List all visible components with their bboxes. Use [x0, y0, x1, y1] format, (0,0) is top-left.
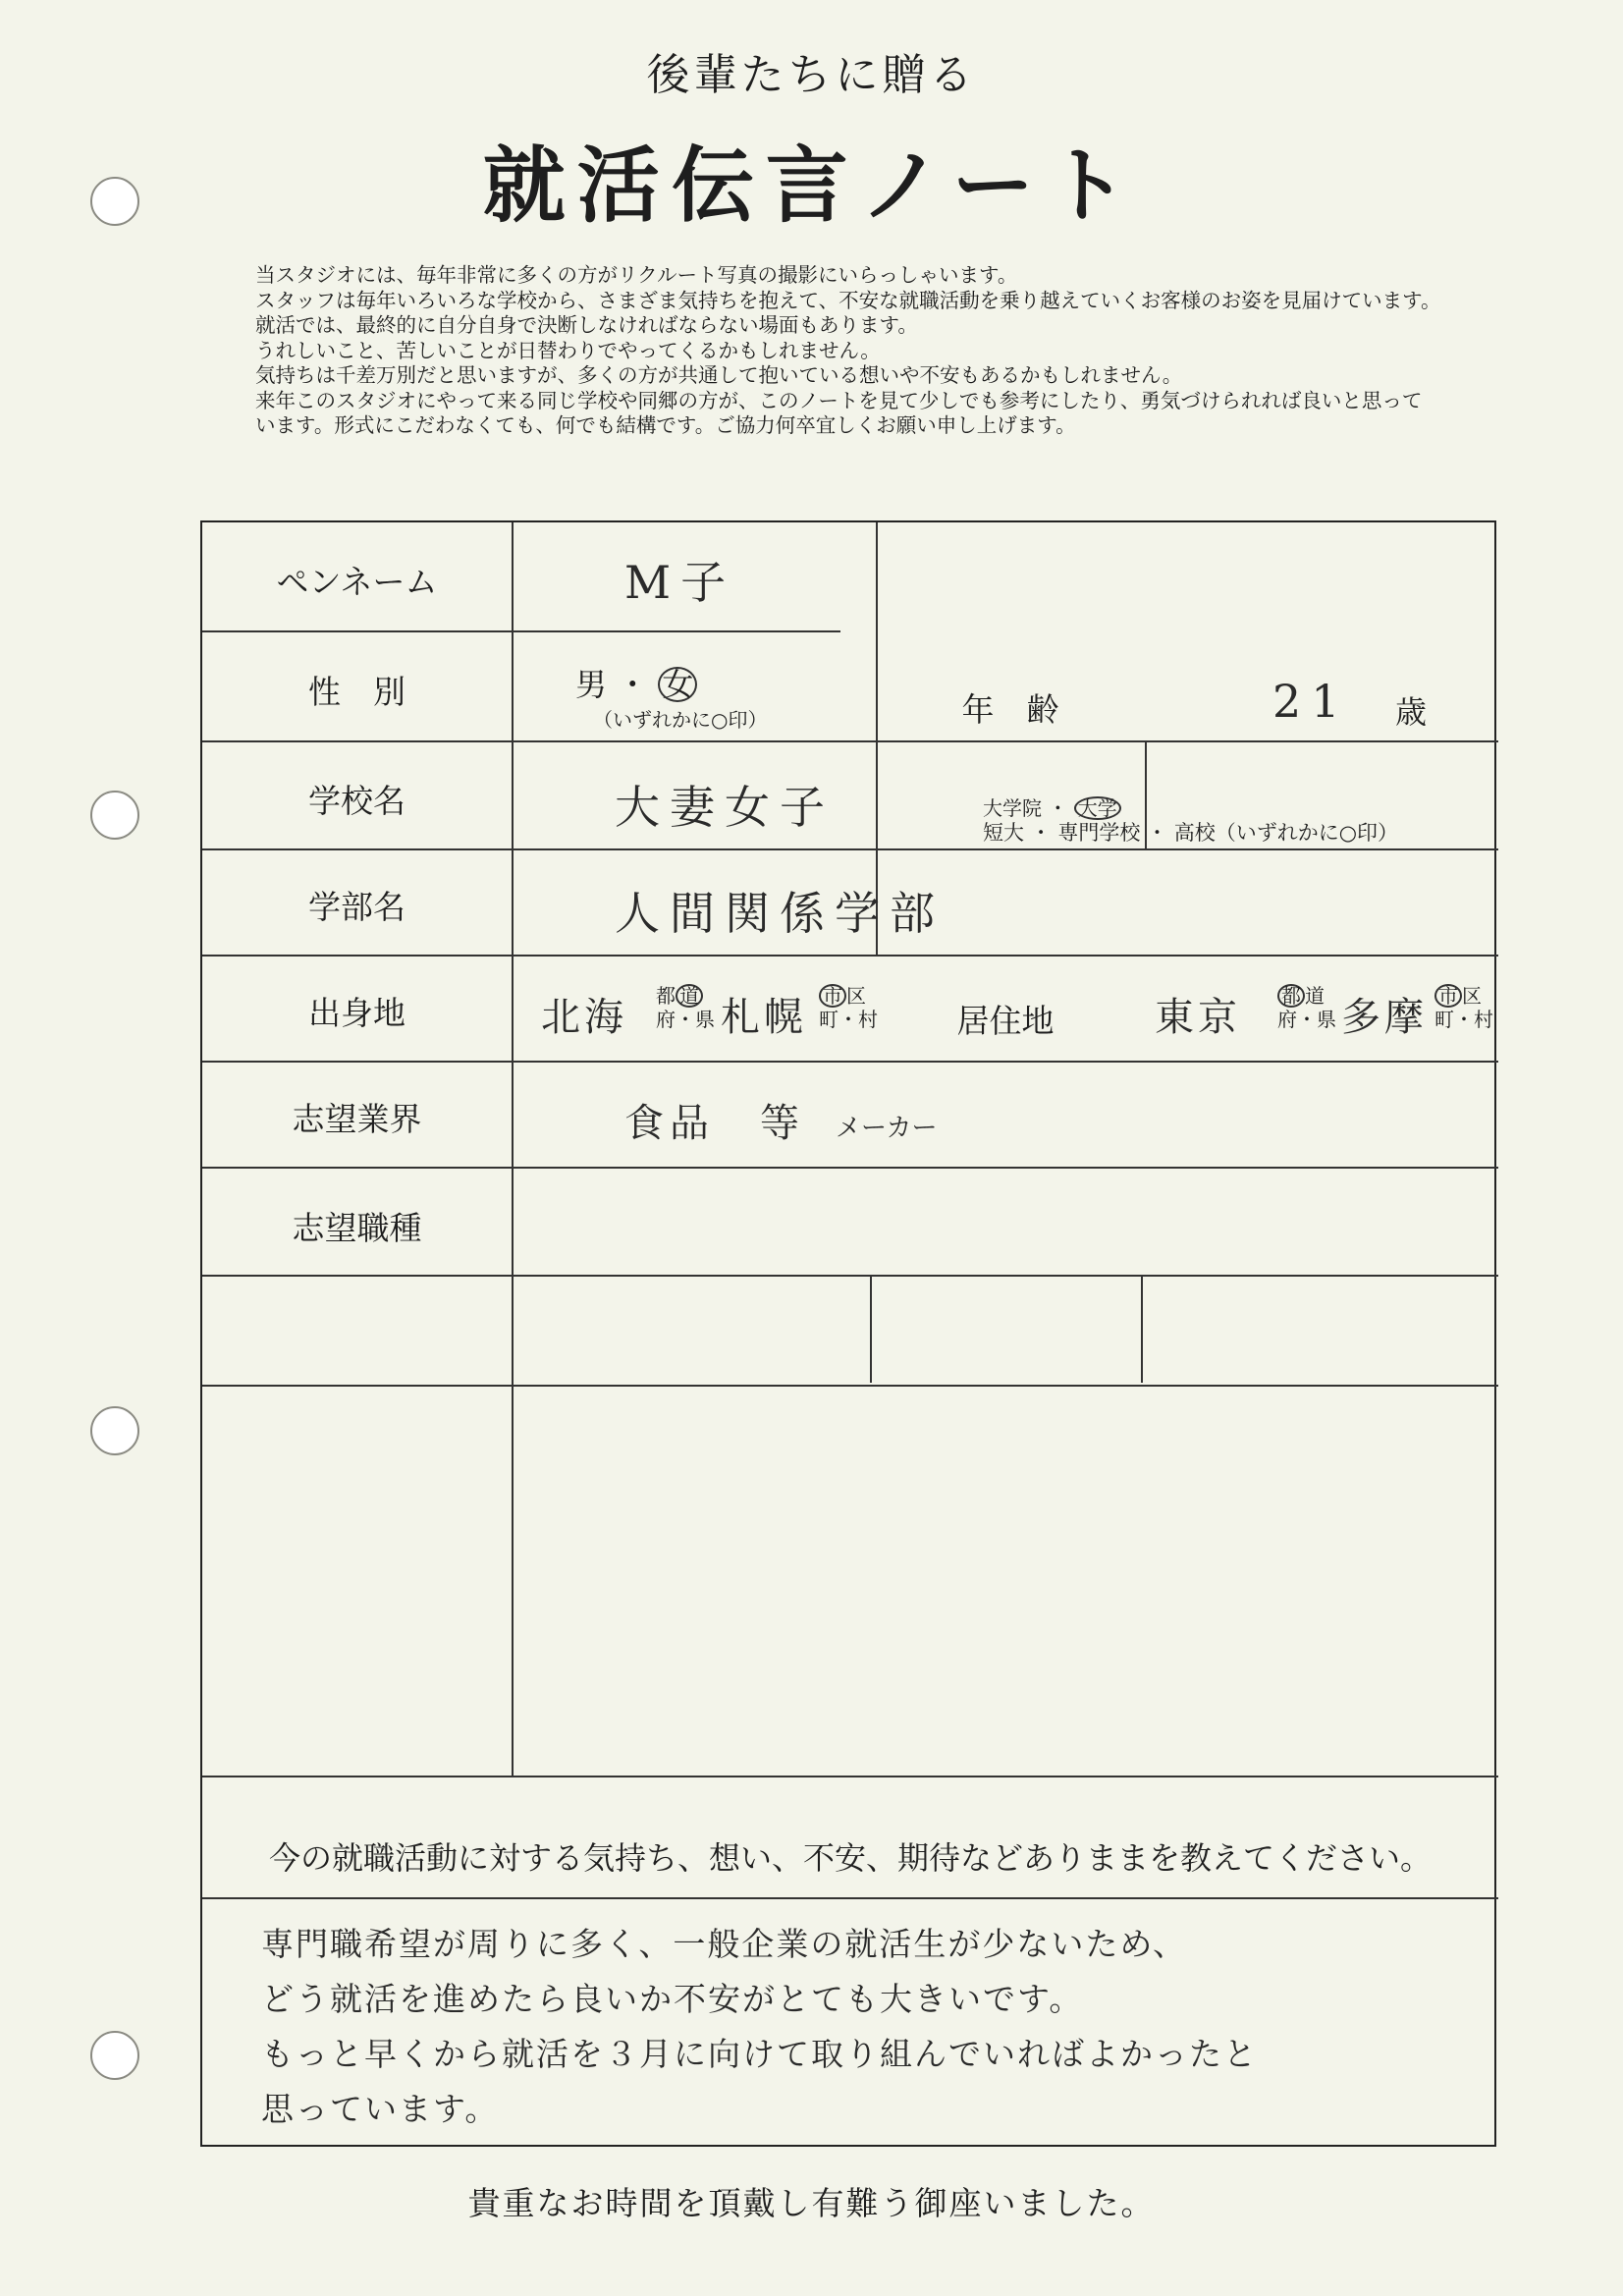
column-divider: [1141, 1275, 1143, 1383]
faculty-label: 学部名: [308, 888, 406, 926]
hometown-pref: 北海: [541, 995, 627, 1040]
school-type-grad: 大学院: [983, 796, 1042, 820]
hometown-city: 札幌: [721, 995, 807, 1040]
thank-you-footer: 貴重なお時間を頂戴し有難う御座いました。: [467, 2184, 1156, 2222]
age-value: 21: [1272, 675, 1350, 728]
industry-label: 志望業界: [292, 1100, 422, 1138]
hometown-city-shi-circled: 市: [819, 984, 846, 1008]
row-divider: [202, 955, 1498, 957]
job-type-label: 志望職種: [292, 1209, 422, 1247]
message-form: [200, 520, 1496, 2147]
hometown-pref-do-circled: 道: [676, 984, 703, 1008]
feelings-question: 今の就職活動に対する気持ち、想い、不安、期待などありままを教えてください。: [268, 1839, 1432, 1877]
row-divider: [202, 848, 1498, 850]
pen-name-label: ペンネーム: [276, 563, 438, 601]
row-divider: [202, 630, 840, 632]
residence-city-chouson: 町・村: [1434, 1008, 1493, 1031]
industry-value: 食品 等: [624, 1101, 805, 1146]
residence-pref-suffix: [1277, 984, 1336, 1031]
answer-line: 専門職希望が周りに多く、一般企業の就活生が少ないため、: [261, 1925, 1188, 1963]
binder-hole: [90, 2031, 139, 2080]
gender-female-circled: 女: [658, 667, 697, 702]
column-divider: [512, 522, 514, 1776]
intro-line: 気持ちは千差万別だと思いますが、多くの方が共通して抱いている想いや不安もあるかもしれません。: [255, 363, 1183, 387]
row-divider: [202, 1275, 1498, 1277]
gender-dot: ・: [617, 666, 649, 703]
binder-hole: [90, 1406, 139, 1455]
intro-line: 就活では、最終的に自分自身で決断しなければならない場面もあります。: [255, 313, 918, 337]
binder-hole: [90, 791, 139, 840]
school-type-univ-circled: 大学: [1074, 796, 1121, 820]
gender-label: 性 別: [308, 673, 406, 711]
residence-label: 居住地: [956, 1002, 1055, 1040]
residence-city-suffix: [1434, 984, 1493, 1031]
row-divider: [202, 740, 1498, 742]
intro-line: うれしいこと、苦しいことが日替わりでやってくるかもしれません。: [255, 338, 881, 362]
age-label: 年 齢: [961, 690, 1059, 729]
column-divider: [870, 1275, 872, 1383]
hometown-pref-fuken: 府・県: [656, 1008, 715, 1031]
hometown-city-suffix: [819, 984, 878, 1031]
intro-text: [255, 263, 1571, 439]
row-divider: [202, 1167, 1498, 1169]
gender-male: 男: [575, 666, 608, 703]
school-value: 大妻女子: [615, 781, 835, 834]
residence-city-ku: 区: [1462, 984, 1482, 1008]
row-divider: [202, 1776, 1498, 1777]
residence-pref-do: 道: [1305, 984, 1325, 1008]
pen-name-value: M子: [624, 556, 736, 609]
answer-line: 思っています。: [261, 2090, 500, 2128]
age-unit: 歳: [1395, 693, 1428, 731]
intro-line: 当スタジオには、毎年非常に多くの方がリクルート写真の撮影にいらっしゃいます。: [255, 263, 1018, 287]
row-divider: [202, 1897, 1498, 1899]
school-type-line2: 短大 ・ 専門学校 ・ 高校（いずれかに○印）: [983, 821, 1399, 845]
intro-line: 来年このスタジオにやって来る同じ学校や同郷の方が、このノートを見て少しでも参考にしたり、勇気づけられれば良いと思って: [255, 388, 1423, 412]
gender-note: （いずれかに○印）: [593, 708, 768, 732]
residence-city: 多摩: [1341, 995, 1428, 1040]
row-divider: [202, 1385, 1498, 1387]
hometown-city-chouson: 町・村: [819, 1008, 878, 1031]
school-type-dot: ・: [1048, 796, 1068, 820]
faculty-value: 人間関係学部: [615, 887, 945, 940]
gender-options: [575, 660, 697, 705]
hometown-pref-to: 都: [656, 984, 676, 1008]
industry-suffix: メーカー: [836, 1114, 938, 1143]
residence-city-shi-circled: 市: [1434, 984, 1462, 1008]
residence-pref: 東京: [1155, 995, 1241, 1040]
page-title: 就活伝言ノート: [482, 137, 1141, 234]
school-label: 学校名: [308, 782, 406, 820]
intro-line: います。形式にこだわなくても、何でも結構です。ご協力何卒宜しくお願い申し上げます。: [255, 413, 1076, 437]
answer-line: もっと早くから就活を３月に向けて取り組んでいればよかったと: [261, 2035, 1258, 2073]
feelings-answer: [261, 1917, 1469, 2137]
hometown-city-ku: 区: [846, 984, 866, 1008]
residence-pref-to-circled: 都: [1277, 984, 1305, 1008]
page-subtitle: 後輩たちに贈る: [646, 50, 977, 100]
answer-line: どう就活を進めたら良いか不安がとても大きいです。: [261, 1980, 1084, 2018]
row-divider: [202, 1061, 1498, 1063]
hometown-pref-suffix: [656, 984, 715, 1031]
residence-pref-fuken: 府・県: [1277, 1008, 1336, 1031]
intro-line: スタッフは毎年いろいろな学校から、さまざま気持ちを抱えて、不安な就職活動を乗り越えていくお客様のお姿を見届けています。: [255, 288, 1441, 312]
hometown-label: 出身地: [308, 994, 406, 1032]
